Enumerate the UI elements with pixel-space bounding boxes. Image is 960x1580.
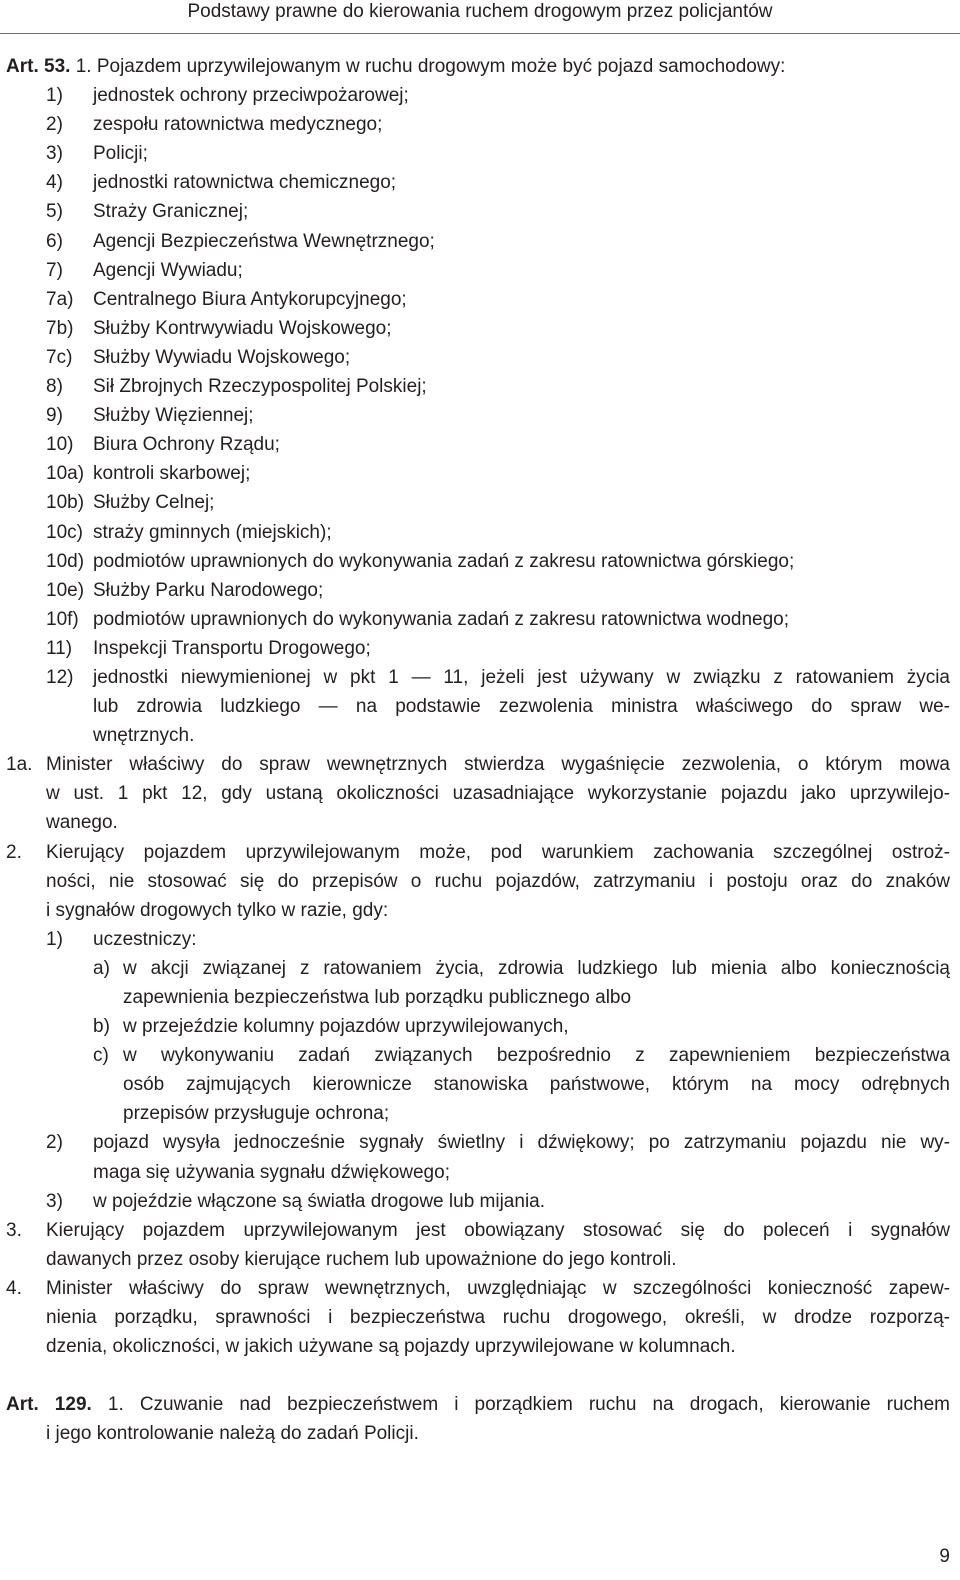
list-item: [6, 401, 950, 430]
paragraph-text: Kierujący pojazdem uprzywilejowanym jest obowiązany stosować się do poleceń i sygnałów: [46, 1219, 950, 1241]
list-item: [6, 459, 950, 488]
item-text: Biura Ochrony Rządu;: [93, 434, 280, 456]
item-text: Służby Celnej;: [93, 492, 215, 514]
article-label: Art. 53.: [6, 56, 71, 77]
item-text: zespołu ratownictwa medycznego;: [93, 114, 383, 136]
page-number: 9: [939, 1546, 950, 1567]
article-spacer: [6, 1361, 950, 1390]
paragraph-2: [6, 838, 950, 867]
paragraph-number: 1a.: [6, 754, 33, 776]
item-text: maga się używania sygnału dźwiękowego;: [93, 1161, 450, 1183]
paragraph-text: nienia porządku, sprawności i bezpieczeństwa ruchu drogowego, określi, w drodze rozporzą-: [46, 1307, 950, 1329]
item-number: 3): [46, 1190, 63, 1212]
sub-item-text: zapewnienia bezpieczeństwa lub porządku publicznego albo: [123, 987, 632, 1008]
item-text: jednostek ochrony przeciwpożarowej;: [93, 85, 409, 107]
sub-item-text: w akcji związanej z ratowaniem życia, zdrowia ludzkiego lub mienia albo koniecznością: [123, 957, 950, 979]
item-number: 6): [46, 230, 63, 252]
list-item: [6, 1128, 950, 1157]
sub-item-text: przepisów przysługuje ochrona;: [123, 1103, 390, 1125]
item-number: 8): [46, 376, 63, 398]
item-number: 10f): [46, 608, 79, 630]
paragraph-text: w ust. 1 pkt 12, gdy ustaną okoliczności uzasadniające wykorzystanie pojazdu jako uprzywilejo-: [46, 783, 950, 805]
item-number: 10d): [46, 550, 85, 572]
art129-heading-line: [6, 1390, 950, 1419]
list-item: [6, 547, 950, 576]
sub-item-letter: b): [93, 1016, 110, 1038]
item-text: Służby Parku Narodowego;: [93, 579, 324, 601]
item-number: 7): [46, 259, 63, 281]
sub-item-text: w wykonywaniu zadań związanych bezpośrednio z zapewnieniem bezpieczeństwa: [123, 1045, 950, 1067]
list-item: [6, 168, 950, 197]
item-number: 12): [46, 666, 74, 688]
item-number: 2): [46, 114, 63, 136]
paragraph-text: Kierujący pojazdem uprzywilejowanym może, pod warunkiem zachowania szczególnej ostroż-: [46, 841, 950, 863]
list-item: [6, 663, 950, 692]
art129-continued: [6, 1419, 950, 1448]
article-intro: 1. Pojazdem uprzywilejowanym w ruchu drogowym może być pojazd samochodowy:: [75, 56, 786, 77]
paragraph-number: 2.: [6, 841, 22, 863]
list-item: [6, 81, 950, 110]
item-number: 9): [46, 405, 63, 427]
art53-heading-line: [6, 52, 950, 81]
running-header: Podstawy prawne do kierowania ruchem drogowym przez policjantów: [187, 1, 773, 22]
item-number: 1): [46, 85, 63, 107]
list-item: [6, 518, 950, 547]
item-number: 7c): [46, 346, 73, 368]
list-item: [6, 343, 950, 372]
paragraph-number: 4.: [6, 1277, 22, 1299]
item-text: Służby Kontrwywiadu Wojskowego;: [93, 317, 392, 339]
paragraph-1a-continued: [6, 779, 950, 808]
paragraph-text: Minister właściwy do spraw wewnętrznych stwierdza wygaśnięcie zezwolenia, o którym mowa: [46, 754, 950, 776]
item-number: 11): [46, 637, 73, 659]
paragraph-4-continued: [6, 1332, 950, 1361]
list-item: [6, 256, 950, 285]
list-item: [6, 925, 950, 954]
sub-item-letter: c): [93, 1045, 109, 1067]
item-text: Centralnego Biura Antykorupcyjnego;: [93, 288, 407, 310]
paragraph-text: i sygnałów drogowych tylko w razie, gdy:: [46, 899, 389, 921]
sub-item-continued: [6, 1099, 950, 1128]
item-text: jednostki ratownictwa chemicznego;: [93, 172, 397, 194]
item-number: 2): [46, 1132, 63, 1154]
item-number: 3): [46, 143, 63, 165]
item-text: Inspekcji Transportu Drogowego;: [93, 637, 371, 659]
item-text: Sił Zbrojnych Rzeczypospolitej Polskiej;: [93, 376, 427, 398]
paragraph-1a-continued: [6, 808, 950, 837]
item-text: podmiotów uprawnionych do wykonywania zadań z zakresu ratownictwa górskiego;: [93, 550, 795, 572]
item-text: uczestniczy:: [93, 928, 197, 950]
sub-item: [6, 954, 950, 983]
item-text: pojazd wysyła jednocześnie sygnały świetlny i dźwiękowy; po zatrzymaniu pojazdu nie wy-: [93, 1132, 950, 1154]
list-item: [6, 139, 950, 168]
item-number: 10c): [46, 521, 83, 543]
item-text: Służby Więziennej;: [93, 405, 254, 427]
item-number: 7b): [46, 317, 74, 339]
article-text: i jego kontrolowanie należą do zadań Policji.: [46, 1423, 419, 1445]
paragraph-text: wanego.: [46, 812, 118, 834]
item-text: Służby Wywiadu Wojskowego;: [93, 346, 351, 368]
sub-item: [6, 1012, 950, 1041]
item-number: 10b): [46, 492, 85, 514]
paragraph-text: ności, nie stosować się do przepisów o ruchu pojazdów, zatrzymaniu i postoju oraz do znaków: [46, 870, 950, 892]
paragraph-1a: [6, 750, 950, 779]
list-item-continued: [6, 692, 950, 721]
item-number: 1): [46, 928, 63, 950]
item-text: Agencji Wywiadu;: [93, 259, 243, 281]
sub-item-letter: a): [93, 957, 110, 979]
list-item: [6, 314, 950, 343]
item-number: 5): [46, 201, 63, 223]
paragraph-number: 3.: [6, 1219, 22, 1241]
list-item: [6, 372, 950, 401]
sub-item-text: osób zajmujących kierownicze stanowiska państwowe, którym na mocy odrębnych: [123, 1074, 950, 1096]
item-number: 10e): [46, 579, 85, 601]
item-number: 10): [46, 434, 74, 456]
list-item-continued: [6, 721, 950, 750]
page-body: [6, 52, 950, 1448]
item-text: wnętrznych.: [93, 725, 195, 747]
paragraph-3: [6, 1216, 950, 1245]
paragraph-text: dawanych przez osoby kierujące ruchem lub upoważnione do jego kontroli.: [46, 1248, 677, 1270]
item-text: lub zdrowia ludzkiego — na podstawie zezwolenia ministra właściwego do spraw we-: [93, 696, 950, 718]
sub-item-continued: [6, 983, 950, 1012]
paragraph-4: [6, 1274, 950, 1303]
list-item: [6, 488, 950, 517]
item-text: straży gminnych (miejskich);: [93, 521, 332, 543]
item-number: 4): [46, 172, 63, 194]
item-text: Straży Granicznej;: [93, 201, 249, 223]
list-item: [6, 634, 950, 663]
article-label: Art. 129.: [6, 1394, 92, 1416]
item-text: jednostki niewymienionej w pkt 1 — 11, jeżeli jest używany w związku z ratowaniem życia: [93, 666, 950, 688]
list-item-continued: [6, 1158, 950, 1187]
paragraph-text: Minister właściwy do spraw wewnętrznych, uwzględniając w szczególności konieczność zapew-: [46, 1277, 950, 1299]
header-divider: [0, 33, 960, 34]
list-item: [6, 110, 950, 139]
item-text: kontroli skarbowej;: [93, 463, 251, 485]
item-text: Policji;: [93, 143, 148, 165]
list-item: [6, 197, 950, 226]
list-item: [6, 1187, 950, 1216]
item-number: 7a): [46, 288, 74, 310]
item-text: w pojeździe włączone są światła drogowe lub mijania.: [93, 1190, 546, 1212]
paragraph-text: dzenia, okoliczności, w jakich używane są pojazdy uprzywilejowane w kolumnach.: [46, 1336, 736, 1358]
vehicle-list: [6, 81, 950, 663]
sub-item-text: w przejeździe kolumny pojazdów uprzywilejowanych,: [123, 1016, 569, 1038]
list-item: [6, 285, 950, 314]
item-number: 10a): [46, 463, 85, 485]
paragraph-2-continued: [6, 867, 950, 896]
list-item: [6, 227, 950, 256]
list-item: [6, 430, 950, 459]
list-item: [6, 576, 950, 605]
list-item: [6, 605, 950, 634]
item-text: podmiotów uprawnionych do wykonywania zadań z zakresu ratownictwa wodnego;: [93, 608, 789, 630]
paragraph-2-continued: [6, 896, 950, 925]
sub-item: [6, 1041, 950, 1070]
sub-item-continued: [6, 1070, 950, 1099]
item-text: Agencji Bezpieczeństwa Wewnętrznego;: [93, 230, 435, 252]
paragraph-3-continued: [6, 1245, 950, 1274]
paragraph-4-continued: [6, 1303, 950, 1332]
article-text: 1. Czuwanie nad bezpieczeństwem i porządkiem ruchu na drogach, kierowanie ruchem: [107, 1394, 950, 1416]
